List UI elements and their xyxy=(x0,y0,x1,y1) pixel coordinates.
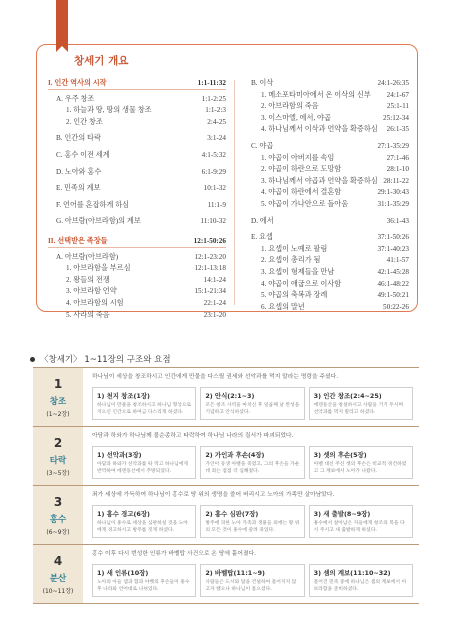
outline-item-label: 5. 야곱의 축복과 장례 xyxy=(261,291,328,300)
subpoint-description: 사람들은 도시와 탑을 건설하여 흩어지지 않고자 했으나 하나님이 흩으셨다. xyxy=(205,580,297,592)
subpoint-box xyxy=(200,446,304,479)
subpoint-description: 방주에 피한 노아 가족과 생물들 외에는 땅 위의 모든 것이 홍수에 쓸려 죽었다. xyxy=(205,521,300,533)
subpoint-title: 2) 안식(2:1~3) xyxy=(205,392,255,400)
subpoint-description: 가인이 동생 아벨을 죽였고, 그의 후손들 가운데 죄는 점점 더 심해졌다. xyxy=(205,462,300,474)
subpoint-title: 3) 셈의 계보(11:10~32) xyxy=(313,569,391,577)
outline-item-reference: 49:1-50:21 xyxy=(377,291,409,300)
structure-table xyxy=(33,367,419,604)
outline-item xyxy=(243,232,409,244)
outline-item xyxy=(48,94,226,106)
outline-item-label: C. 야곱 xyxy=(251,141,274,150)
subpoint-title: 2) 바벨탑(11:1~9) xyxy=(205,569,265,577)
outline-item-reference: 27:1-35:29 xyxy=(377,141,409,150)
structure-subpoints xyxy=(92,446,413,479)
outline-item-reference: 31:1-35:29 xyxy=(377,199,409,208)
outline-item xyxy=(243,187,409,199)
subpoint-box xyxy=(309,564,413,597)
outline-item xyxy=(48,275,226,287)
structure-name: 홍수 xyxy=(49,514,67,525)
outline-item-reference: 27:1-46 xyxy=(386,153,409,162)
outline-section-heading xyxy=(48,78,226,90)
outline-item-label: 4. 아브라함의 시험 xyxy=(66,298,124,307)
outline-item-reference: 24:1-67 xyxy=(386,90,409,99)
outline-left-column xyxy=(48,78,226,321)
structure-name: 타락 xyxy=(49,455,67,466)
outline-item-reference: 12:1-50:26 xyxy=(193,236,226,245)
subpoint-box xyxy=(92,505,196,538)
outline-item-label: E. 요셉 xyxy=(251,233,273,242)
outline-item xyxy=(48,252,226,264)
outline-item-label: A. 우주 창조 xyxy=(56,94,95,103)
outline-item xyxy=(48,105,226,117)
outline-item xyxy=(243,255,409,267)
outline-item-reference: 12:1-23:20 xyxy=(194,252,226,261)
outline-item xyxy=(243,78,409,90)
outline-item-reference: 2:4-25 xyxy=(207,117,226,126)
outline-item-reference: 1:1-11:32 xyxy=(197,79,226,87)
structure-content xyxy=(83,368,419,426)
structure-subpoints xyxy=(92,564,413,597)
subpoint-title: 1) 새 인류(10장) xyxy=(97,569,149,577)
structure-range: (1~2장) xyxy=(46,410,70,418)
outline-item-label: 1. 하늘과 땅, 땅의 생물 창조 xyxy=(66,106,152,115)
structure-name: 창조 xyxy=(49,396,67,407)
outline-item-label: 3. 이스마엘, 에서, 야곱 xyxy=(261,113,331,122)
subpoint-title: 3) 새 출발(8~9장) xyxy=(313,510,371,518)
bullet-icon xyxy=(30,357,35,362)
outline-item xyxy=(48,298,226,310)
outline-item xyxy=(48,200,226,212)
outline-item xyxy=(48,310,226,322)
subpoint-description: 홍수에서 살아남은 자들에게 창조의 복을 다시 주시고 새 출발하게 하셨다. xyxy=(313,521,405,533)
outline-item xyxy=(48,286,226,298)
outline-item xyxy=(243,101,409,113)
outline-item-reference: 3:1-24 xyxy=(207,134,226,143)
outline-item-label: E. 민족의 계보 xyxy=(56,184,101,193)
outline-item-label: A. 아브람(아브라함) xyxy=(56,252,119,261)
subpoint-description: 하나님이 홍수로 세상을 심판하실 것을 노아에게 경고하시고 방주를 짓게 하셨다. xyxy=(97,521,189,533)
outline-item xyxy=(243,124,409,136)
structure-row xyxy=(33,544,419,604)
outline-item xyxy=(243,199,409,211)
outline-item-label: 5. 야곱이 가나안으로 돌아옴 xyxy=(261,199,349,208)
outline-item-reference: 42:1-45:28 xyxy=(377,267,409,276)
subpoint-title: 1) 천지 창조(1장) xyxy=(97,392,150,400)
structure-row xyxy=(33,426,419,485)
outline-item-reference: 25:1-11 xyxy=(386,102,409,111)
subpoint-box xyxy=(309,505,413,538)
outline-item-label: 1. 메소포타미아에서 온 이삭의 신부 xyxy=(261,90,371,99)
outline-item-label: F. 언어를 혼잡하게 하심 xyxy=(56,200,130,209)
outline-item-label: 4. 야곱이 애굽으로 이사함 xyxy=(261,279,342,288)
outline-item-reference: 1:1-2:3 xyxy=(205,106,226,115)
structure-heading xyxy=(30,353,171,365)
outline-item-label: 5. 사라의 죽음 xyxy=(66,310,110,319)
subpoint-description: 아담과 하와가 선악과를 따 먹고 하나님에게 반역하여 에덴동산에서 추방되었다. xyxy=(97,462,189,474)
outline-item xyxy=(243,141,409,153)
outline-item xyxy=(243,279,409,291)
outline-item-reference: 26:1-35 xyxy=(386,125,409,134)
subpoint-description: 하나님이 만물을 창조하시고 하나님 형상으로 지으신 인간으로 하여금 다스리게 하셨다. xyxy=(97,403,192,415)
outline-item-label: C. 홍수 이전 세계 xyxy=(56,150,110,159)
structure-summary: 아담과 하와가 하나님께 불순종하고 타락하여 하나님 나라의 질서가 파괴되었다. xyxy=(92,433,294,439)
outline-item-label: B. 이삭 xyxy=(251,79,274,87)
bookmark-ribbon-icon xyxy=(56,0,68,46)
outline-item-label: II. 선택받은 족장들 xyxy=(48,236,108,245)
structure-number: 4 xyxy=(53,553,63,568)
structure-name: 분산 xyxy=(49,573,67,584)
outline-item xyxy=(48,263,226,275)
structure-row xyxy=(33,367,419,426)
subpoint-description: 모든 창조 사역을 마치신 후 일곱째 날 완성을 기념하고 안식하셨다. xyxy=(205,403,300,415)
outline-item-reference: 28:11-22 xyxy=(383,176,409,185)
outline-item-reference: 4:1-5:32 xyxy=(201,150,226,159)
outline-item xyxy=(48,216,226,228)
outline-item-reference: 1:1-2:25 xyxy=(201,94,226,103)
structure-summary: 홍수 이후 다시 번성한 인류가 바벨탑 사건으로 온 땅에 흩어졌다. xyxy=(92,551,257,557)
outline-item-reference: 25:12-34 xyxy=(383,113,409,122)
outline-item-label: 4. 하나님께서 이삭과 언약을 확증하심 xyxy=(261,125,378,134)
outline-item-label: D. 노아와 홍수 xyxy=(56,167,102,176)
outline-item xyxy=(243,290,409,302)
outline-item-reference: 24:1-26:35 xyxy=(377,79,409,87)
outline-item-label: 4. 야곱이 하란에서 결혼함 xyxy=(261,188,342,197)
outline-item xyxy=(48,167,226,179)
subpoint-box xyxy=(309,446,413,479)
structure-content xyxy=(83,486,419,544)
outline-item-reference: 46:1-48:22 xyxy=(377,279,409,288)
outline-right-column xyxy=(243,78,409,313)
outline-item xyxy=(48,150,226,162)
outline-item-reference: 29:1-30:43 xyxy=(377,188,409,197)
outline-item xyxy=(48,183,226,195)
subpoint-description: 에덴동산을 창설하시고 사람을 거기 두시며 선악과를 먹지 말라고 하셨다. xyxy=(313,403,404,415)
subpoint-box xyxy=(92,446,196,479)
outline-item xyxy=(243,113,409,125)
outline-item-label: B. 인간의 타락 xyxy=(56,134,101,143)
outline-item-reference: 23:1-20 xyxy=(203,310,226,319)
outline-item xyxy=(48,133,226,145)
subpoint-description: 아벨 대신 주신 셋의 후손은 비교적 경건하였고 그 계보에서 노아가 나왔다. xyxy=(313,462,407,474)
subpoint-box xyxy=(200,505,304,538)
outline-item-reference: 6:1-9:29 xyxy=(201,167,226,176)
outline-item-label: 1. 아브라함을 부르심 xyxy=(66,264,131,273)
structure-label xyxy=(33,486,83,544)
outline-item xyxy=(243,90,409,102)
outline-item-label: 3. 아브라함 언약 xyxy=(66,287,117,296)
outline-item-label: G. 아브람(아브라함)의 계보 xyxy=(56,217,141,226)
outline-item-label: D. 에서 xyxy=(251,216,274,225)
outline-title: 창세기 개요 xyxy=(74,55,129,67)
outline-item-reference: 50:22-26 xyxy=(383,302,409,311)
outline-section-heading xyxy=(48,236,226,248)
outline-item-label: 2. 야곱이 하란으로 도망함 xyxy=(261,165,342,174)
outline-item-label: 3. 하나님께서 야곱과 언약을 확증하심 xyxy=(261,176,378,185)
outline-item xyxy=(243,267,409,279)
outline-item-reference: 41:1-57 xyxy=(386,256,409,265)
outline-item-reference: 37:1-40:23 xyxy=(377,244,409,253)
outline-item-label: 1. 요셉이 노예로 팔림 xyxy=(261,244,328,253)
subpoint-title: 1) 선악과(3장) xyxy=(97,451,142,459)
outline-item xyxy=(48,117,226,129)
structure-subpoints xyxy=(92,387,413,420)
structure-row xyxy=(33,485,419,544)
subpoint-title: 3) 인간 창조(2:4~25) xyxy=(313,392,382,400)
outline-item-label: 6. 요셉의 말년 xyxy=(261,302,305,311)
structure-number: 3 xyxy=(53,494,63,509)
structure-content xyxy=(83,427,419,485)
outline-item xyxy=(243,244,409,256)
outline-item-reference: 11:10-32 xyxy=(200,217,226,226)
subpoint-description: 흩어진 민족 중에 하나님은 셈의 계보에서 아브라함을 준비하셨다. xyxy=(313,580,407,592)
subpoint-box xyxy=(200,564,304,597)
outline-item-reference: 15:1-21:34 xyxy=(194,287,226,296)
outline-item-reference: 12:1-13:18 xyxy=(194,264,226,273)
outline-item-reference: 28:1-10 xyxy=(386,165,409,174)
outline-item-label: 2. 인간 창조 xyxy=(66,117,103,126)
structure-summary: 죄가 세상에 가득하여 하나님이 홍수로 땅 위의 생명을 쓸어 버리시고 노아의 가족만 살아남았다. xyxy=(92,492,335,498)
outline-item-reference: 37:1-50:26 xyxy=(377,233,409,242)
outline-item xyxy=(243,302,409,314)
outline-item-label: I. 인간 역사의 시작 xyxy=(48,79,107,87)
subpoint-box xyxy=(92,564,196,597)
subpoint-title: 3) 셋의 후손(5장) xyxy=(313,451,367,459)
subpoint-title: 1) 홍수 경고(6장) xyxy=(97,510,150,518)
structure-label xyxy=(33,427,83,485)
outline-item-label: 1. 야곱이 아버지를 속임 xyxy=(261,153,335,162)
outline-item-label: 2. 아브라함의 죽음 xyxy=(261,102,319,111)
outline-item xyxy=(243,153,409,165)
structure-range: (6~9장) xyxy=(46,528,70,536)
outline-item-reference: 10:1-32 xyxy=(203,184,226,193)
subpoint-box xyxy=(200,387,304,420)
structure-number: 1 xyxy=(53,376,63,391)
structure-content xyxy=(83,545,419,603)
outline-item-label: 2. 요셉이 총리가 됨 xyxy=(261,256,321,265)
structure-label xyxy=(33,368,83,426)
outline-item-label: 2. 왕들의 전쟁 xyxy=(66,275,110,284)
structure-summary: 하나님이 세상을 창조하시고 인간에게 만물을 다스릴 권세와 선악과를 먹지 말라는 명령을 주셨다. xyxy=(92,374,339,380)
structure-number: 2 xyxy=(53,435,63,450)
outline-item-reference: 14:1-24 xyxy=(203,275,226,284)
subpoint-box xyxy=(92,387,196,420)
structure-range: (3~5장) xyxy=(46,469,70,477)
outline-item-label: 3. 요셉이 형제들을 만남 xyxy=(261,267,335,276)
structure-heading-text: 〈창세기〉 1~11장의 구조와 요점 xyxy=(40,355,171,365)
structure-label xyxy=(33,545,83,603)
column-divider xyxy=(234,80,235,305)
outline-item xyxy=(243,216,409,228)
structure-range: (10~11장) xyxy=(42,587,74,595)
subpoint-title: 2) 가인과 후손(4장) xyxy=(205,451,265,459)
outline-item-reference: 11:1-9 xyxy=(207,200,226,209)
outline-item-reference: 36:1-43 xyxy=(386,216,409,225)
subpoint-box xyxy=(309,387,413,420)
outline-item xyxy=(243,164,409,176)
outline-item xyxy=(243,176,409,188)
outline-item-reference: 22:1-24 xyxy=(203,298,226,307)
subpoint-title: 2) 홍수 심판(7장) xyxy=(205,510,259,518)
subpoint-description: 노아의 아들 셈과 함과 야벳의 후손들이 홍수 후 나라와 언어대로 나뉘었다. xyxy=(97,580,190,592)
structure-subpoints xyxy=(92,505,413,538)
